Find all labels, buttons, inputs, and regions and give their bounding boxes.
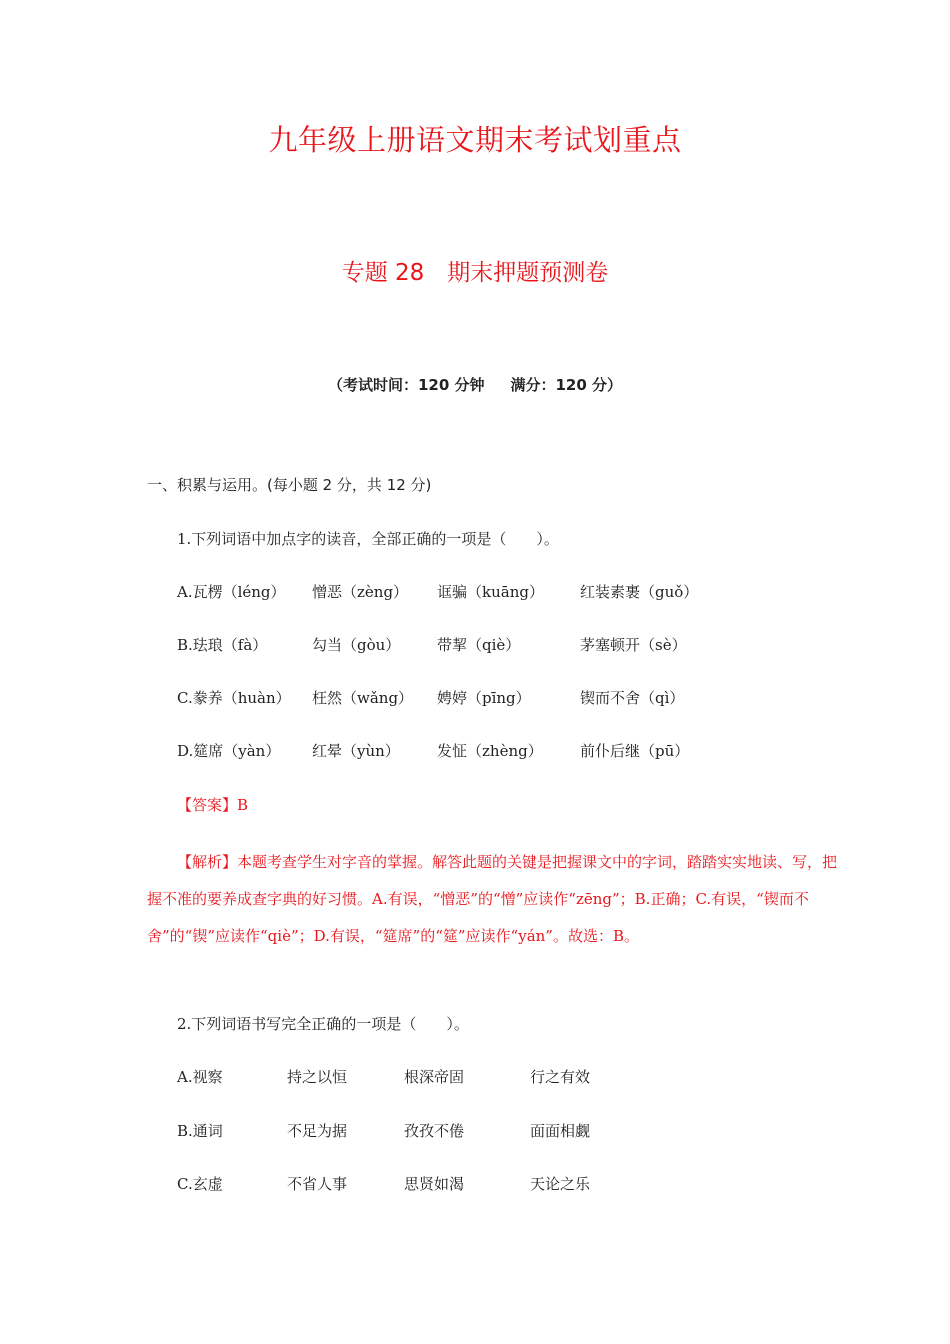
option-term: B.珐琅（fà） (177, 636, 268, 654)
option-term: 枉然（wǎng） (312, 689, 414, 707)
document-subtitle: 专题 28 期末押题预测卷 (341, 260, 609, 286)
option-term: B.通词 (177, 1122, 223, 1140)
option-term: C.玄虚 (177, 1175, 223, 1193)
option-term: C.豢养（huàn） (177, 689, 291, 707)
option-term: 不足为据 (287, 1122, 348, 1140)
option-term: 不省人事 (287, 1175, 348, 1193)
option-term: 持之以恒 (287, 1068, 348, 1086)
q1-option-a (177, 581, 877, 605)
exam-time: （考试时间：120 分钟 (327, 376, 485, 394)
option-term: 行之有效 (530, 1068, 591, 1086)
option-term: 娉婷（pīng） (437, 689, 531, 707)
q2-option-c (177, 1173, 877, 1197)
q1-option-c (177, 687, 877, 711)
section-heading: 一、积累与运用。(每小题 2 分，共 12 分) (147, 476, 432, 494)
option-term: 根深帝固 (404, 1068, 465, 1086)
option-term: 带挈（qiè） (437, 636, 521, 654)
q1-answer: 【答案】B (177, 796, 249, 814)
q1-analysis: 【解析】本题考查学生对字音的掌握。解答此题的关键是把握课文中的字词，踏踏实实地读、写，把握不准的要养成查字典的好习惯。A.有误，“憎恶”的“憎”应读作“zēng”；B.正确；C.有误，“锲而不舍”的“锲”应读作“qiè”；D.有误，“筵席”的“筵”应读作“yán”。故选：B。 (147, 853, 838, 945)
option-term: 思贤如渴 (404, 1175, 465, 1193)
option-term: A.瓦楞（léng） (177, 583, 286, 601)
option-term: 红晕（yùn） (312, 742, 400, 760)
option-term: 面面相觑 (530, 1122, 591, 1140)
option-term: 锲而不舍（qì） (580, 689, 685, 707)
option-term: 前仆后继（pū） (580, 742, 690, 760)
option-term: 天论之乐 (530, 1175, 591, 1193)
q2-option-b (177, 1120, 877, 1144)
document-title: 九年级上册语文期末考试划重点 (268, 123, 682, 157)
option-term: 红装素裹（guǒ） (580, 583, 699, 601)
exam-info (0, 374, 950, 395)
option-term: 诓骗（kuāng） (437, 583, 544, 601)
exam-score: 满分：120 分） (510, 376, 623, 394)
question-1: 1.下列词语中加点字的读音，全部正确的一项是（ ）。 (177, 530, 559, 548)
option-term: 发怔（zhèng） (437, 742, 543, 760)
option-term: D.筵席（yàn） (177, 742, 281, 760)
option-term: 茅塞顿开（sè） (580, 636, 687, 654)
q1-option-b (177, 634, 877, 658)
option-term: 孜孜不倦 (404, 1122, 465, 1140)
q2-option-a (177, 1066, 877, 1090)
q1-option-d (177, 740, 877, 764)
option-term: A.视察 (177, 1068, 223, 1086)
option-term: 憎恶（zèng） (312, 583, 409, 601)
option-term: 勾当（gòu） (312, 636, 401, 654)
question-2: 2.下列词语书写完全正确的一项是（ ）。 (177, 1015, 469, 1033)
